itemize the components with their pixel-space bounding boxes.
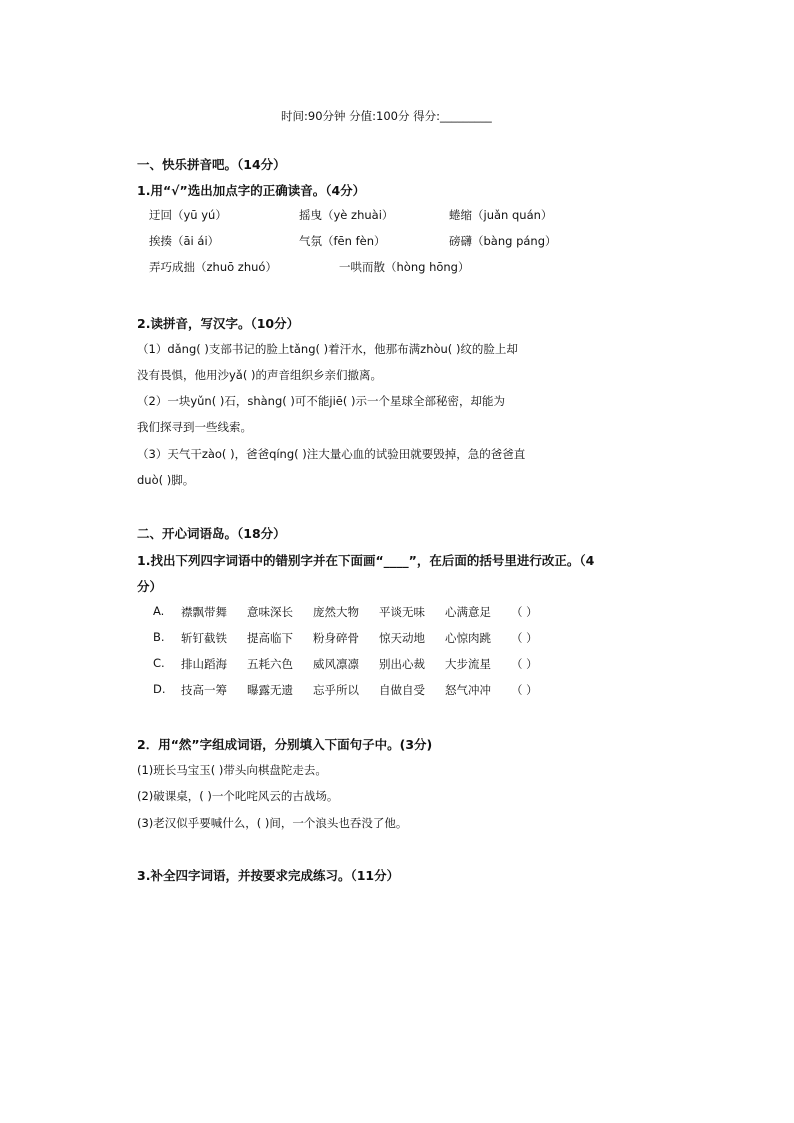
word-item: 五耗六色 [247,657,293,671]
q2-sentence: (1)班长马宝玉( )带头向棋盘陀走去。 [137,763,327,777]
q2-line: （2）一块yǔn( )石，shàng( )可不能jiē( )示一个星球全部秘密，却能为 [137,394,505,408]
section2-q3-title: 3.补全四字词语，并按要求完成练习。（11分） [137,868,400,883]
word-item: 怒气冲冲 [445,683,491,697]
pinyin-row [149,259,489,275]
answer-blank[interactable]: （ ） [511,683,538,697]
word-item: 心满意足 [445,605,491,619]
section1-title: 一、快乐拼音吧。（14分） [137,157,286,172]
section2-q1-title-line1: 1.找出下列四字词语中的错别字并在下面画“____”，在后面的括号里进行改正。（4 [137,553,595,568]
section1-q1-title: 1.用“√”选出加点字的正确读音。（4分） [137,183,366,198]
word-item: 粉身碎骨 [313,631,359,645]
word-item: 排山蹈海 [181,657,227,671]
pinyin-item: 气氛（fēn fèn） [299,234,386,248]
word-item: 曝露无遗 [247,683,293,697]
word-item: 庞然大物 [313,605,359,619]
word-item: 技高一筹 [181,683,227,697]
word-item: 心惊肉跳 [445,631,491,645]
word-item: 别出心裁 [379,657,425,671]
row-label: C. [153,656,165,670]
pinyin-item: 蜷缩（juǎn quán） [449,208,553,222]
pinyin-item: 弄巧成拙（zhuō zhuó） [149,260,277,274]
word-item: 平谈无味 [379,605,425,619]
word-item: 提高临下 [247,631,293,645]
word-item: 惊天动地 [379,631,425,645]
q2-sentence: (3)老汉似乎要喊什么，( )间，一个浪头也吞没了他。 [137,816,408,830]
word-item: 意味深长 [247,605,293,619]
word-row [153,682,611,698]
section2-q2-title: 2．用“然”字组成词语，分别填入下面句子中。(3分) [137,737,433,752]
word-item: 忘乎所以 [313,683,359,697]
section1-q2-title: 2.读拼音，写汉字。（10分） [137,316,300,331]
word-row [153,656,611,672]
section2-q1-title-line2: 分） [137,579,163,594]
word-row [153,604,611,620]
exam-meta-line: 时间:90分钟 分值:100分 得分:_________ [281,109,492,123]
pinyin-item: 迂回（yū yú） [149,208,227,222]
answer-blank[interactable]: （ ） [511,631,538,645]
row-label: D. [153,682,166,696]
q2-line: （1）dǎng( )支部书记的脸上tǎng( )着汗水，他那布满zhòu( )纹的脸上却 [137,342,518,356]
word-item: 斩钉截铁 [181,631,227,645]
word-item: 襟飘带舞 [181,605,227,619]
answer-blank[interactable]: （ ） [511,657,538,671]
q2-line: 我们探寻到一些线索。 [137,420,252,434]
pinyin-item: 一哄而散（hòng hōng） [339,260,470,274]
answer-blank[interactable]: （ ） [511,605,538,619]
row-label: B. [153,630,165,644]
q2-sentence: (2)破课桌，( )一个叱咤风云的古战场。 [137,789,339,803]
row-label: A. [153,604,165,618]
q2-line: duò( )脚。 [137,473,195,487]
pinyin-item: 磅礴（bàng páng） [449,234,557,248]
word-item: 自做自受 [379,683,425,697]
word-item: 威风凛凛 [313,657,359,671]
word-row [153,630,611,646]
pinyin-item: 挨揍（āi ái） [149,234,220,248]
word-item: 大步流星 [445,657,491,671]
section2-title: 二、开心词语岛。（18分） [137,526,286,541]
pinyin-item: 摇曳（yè zhuài） [299,208,394,222]
q2-line: 没有畏惧，他用沙yǎ( )的声音组织乡亲们撤离。 [137,368,382,382]
q2-line: （3）天气干zào( )，爸爸qíng( )注大量心血的试验田就要毁掉，急的爸爸直 [137,447,526,461]
pinyin-row [149,207,599,223]
pinyin-row [149,233,599,249]
